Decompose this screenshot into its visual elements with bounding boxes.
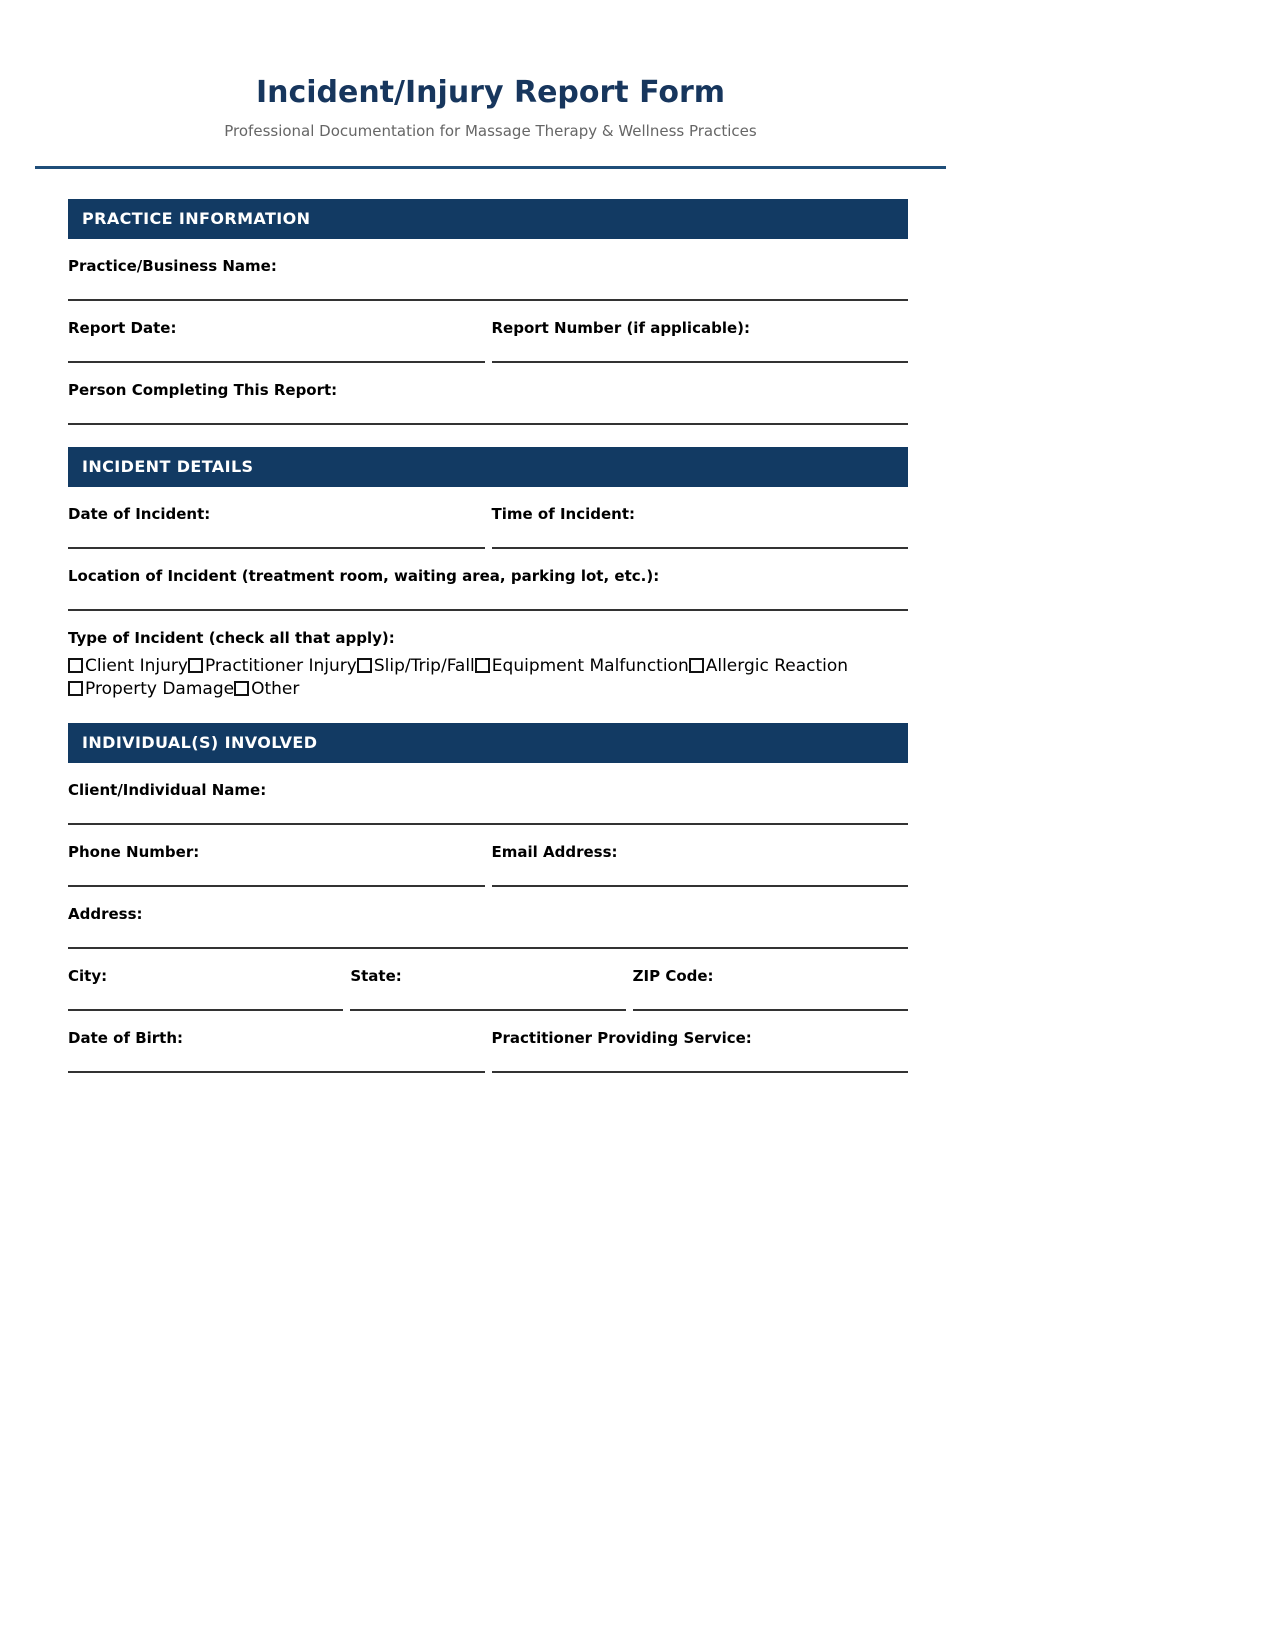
row-phone-email [68,843,908,887]
person-completing-label: Person Completing This Report: [68,381,338,399]
form-header [35,0,946,169]
city-label: City: [68,967,108,985]
incident-location-label: Location of Incident (treatment room, waiting area, parking lot, etc.): [68,567,660,585]
address-label: Address: [68,905,143,923]
checkbox-label: Equipment Malfunction [491,656,689,676]
incident-date-label: Date of Incident: [68,505,211,523]
email-address-label: Email Address: [491,843,618,861]
email-address-field[interactable] [492,843,909,887]
phone-number-field[interactable] [68,843,485,887]
section-title: INCIDENT DETAILS [82,457,254,476]
incident-date-field[interactable] [68,505,485,549]
practitioner-service-field[interactable] [492,1029,909,1073]
section-header-incident-details [68,447,908,487]
row-city-state-zip [68,967,908,1011]
checkbox-label: Practitioner Injury [204,656,357,676]
zip-code-field[interactable] [633,967,908,1011]
city-field[interactable] [68,967,343,1011]
incident-type-label: Type of Incident (check all that apply): [68,629,395,647]
address-field[interactable] [68,905,908,949]
row-incident-date-time [68,505,908,549]
checkbox-other[interactable] [234,681,249,696]
report-number-label: Report Number (if applicable): [491,319,750,337]
date-of-birth-label: Date of Birth: [68,1029,184,1047]
section-header-individuals-involved [68,723,908,763]
checkbox-slip-trip-fall[interactable] [357,658,372,673]
client-name-label: Client/Individual Name: [68,781,267,799]
incident-type-options [68,655,908,701]
incident-time-label: Time of Incident: [491,505,636,523]
option-equipment-malfunction [475,656,689,676]
checkbox-property-damage[interactable] [68,681,83,696]
section-title: PRACTICE INFORMATION [82,209,311,228]
zip-code-label: ZIP Code: [632,967,714,985]
checkbox-label: Property Damage [85,679,235,699]
option-other [234,679,299,699]
row-practice-name [68,257,908,301]
option-allergic-reaction [689,656,848,676]
option-client-injury [68,656,188,676]
practitioner-service-label: Practitioner Providing Service: [491,1029,752,1047]
option-property-damage [68,679,234,699]
phone-number-label: Phone Number: [68,843,200,861]
row-dob-practitioner [68,1029,908,1073]
report-date-field[interactable] [68,319,485,363]
checkbox-label: Slip/Trip/Fall [373,656,475,676]
option-slip-trip-fall [357,656,475,676]
page-title: Incident/Injury Report Form [255,75,726,110]
incident-time-field[interactable] [492,505,909,549]
incident-location-field[interactable] [68,567,908,611]
client-name-field[interactable] [68,781,908,825]
checkbox-label: Client Injury [85,656,188,676]
section-header-practice-information [68,199,908,239]
checkbox-label: Other [251,679,300,699]
checkbox-equipment-malfunction[interactable] [475,658,490,673]
state-label: State: [350,967,402,985]
row-incident-type-label [68,629,908,647]
practice-name-field[interactable] [68,257,908,301]
row-address [68,905,908,949]
state-field[interactable] [350,967,625,1011]
checkbox-practitioner-injury[interactable] [188,658,203,673]
report-number-field[interactable] [492,319,909,363]
option-practitioner-injury [188,656,357,676]
checkbox-label: Allergic Reaction [705,656,849,676]
date-of-birth-field[interactable] [68,1029,485,1073]
report-date-label: Report Date: [68,319,177,337]
form-content [68,199,908,1073]
checkbox-client-injury[interactable] [68,658,83,673]
section-title: INDIVIDUAL(S) INVOLVED [82,733,318,752]
checkbox-allergic-reaction[interactable] [689,658,704,673]
practice-name-label: Practice/Business Name: [68,257,277,275]
row-report-date-number [68,319,908,363]
row-person-completing [68,381,908,425]
person-completing-field[interactable] [68,381,908,425]
row-client-name [68,781,908,825]
page-subtitle: Professional Documentation for Massage Therapy & Wellness Practices [224,122,757,140]
row-incident-location [68,567,908,611]
